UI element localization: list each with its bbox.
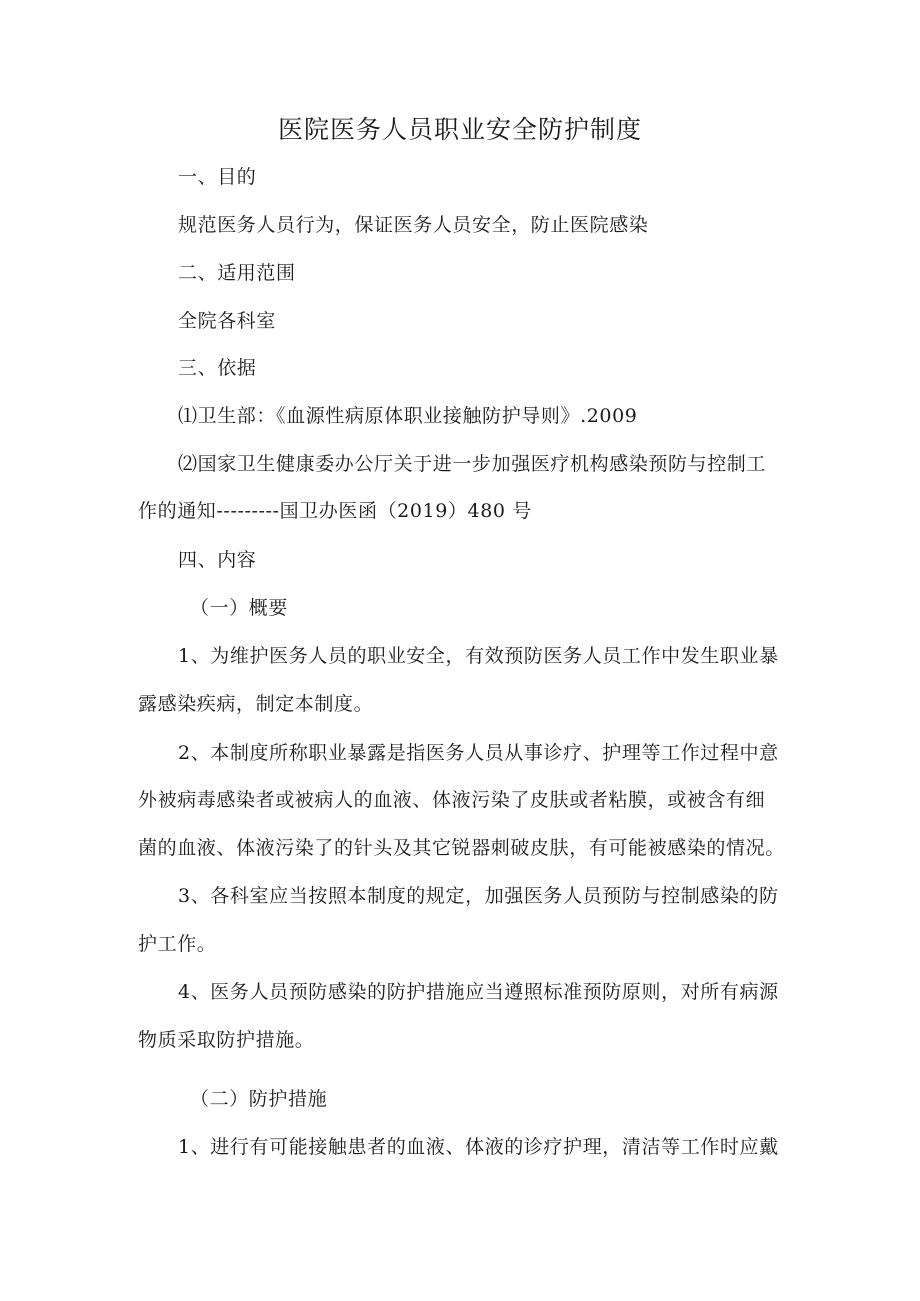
basis-heading: 三、依据: [178, 357, 257, 379]
item-2-line-2: 外被病毒感染者或被病人的血液、体液污染了皮肤或者粘膜，或被含有细: [138, 789, 766, 811]
basis-item-2-line-1: ⑵国家卫生健康委办公厅关于进一步加强医疗机构感染预防与控制工: [178, 453, 767, 475]
item-4-line-2: 物质采取防护措施。: [138, 1029, 315, 1051]
basis-item-2-line-2: 作的通知---------国卫办医函（2019）480 号: [138, 500, 532, 522]
purpose-heading: 一、目的: [178, 166, 257, 188]
item-2-line-3: 菌的血液、体液污染了的针头及其它锐器刺破皮肤，有可能被感染的情况。: [138, 837, 785, 859]
measures-heading: （二）防护措施: [190, 1088, 328, 1110]
content-heading: 四、内容: [178, 549, 257, 571]
scope-text: 全院各科室: [178, 310, 277, 332]
scope-heading: 二、适用范围: [178, 262, 296, 284]
item-2-line-1: 2、本制度所称职业暴露是指医务人员从事诊疗、护理等工作过程中意: [178, 742, 779, 764]
measure-1-line-1: 1、进行有可能接触患者的血液、体液的诊疗护理，清洁等工作时应戴: [178, 1136, 779, 1158]
item-4-line-1: 4、医务人员预防感染的防护措施应当遵照标准预防原则，对所有病源: [178, 981, 779, 1003]
purpose-text: 规范医务人员行为，保证医务人员安全，防止医院感染: [178, 214, 649, 236]
item-3-line-2: 护工作。: [138, 933, 217, 955]
item-1-line-1: 1、为维护医务人员的职业安全，有效预防医务人员工作中发生职业暴: [178, 645, 779, 667]
item-3-line-1: 3、各科室应当按照本制度的规定，加强医务人员预防与控制感染的防: [178, 885, 779, 907]
page-title: 医院医务人员职业安全防护制度: [277, 115, 642, 144]
item-1-line-2: 露感染疾病，制定本制度。: [138, 693, 374, 715]
basis-item-1: ⑴卫生部：《血源性病原体职业接触防护导则》.2009: [178, 405, 638, 427]
overview-heading: （一）概要: [190, 597, 289, 619]
